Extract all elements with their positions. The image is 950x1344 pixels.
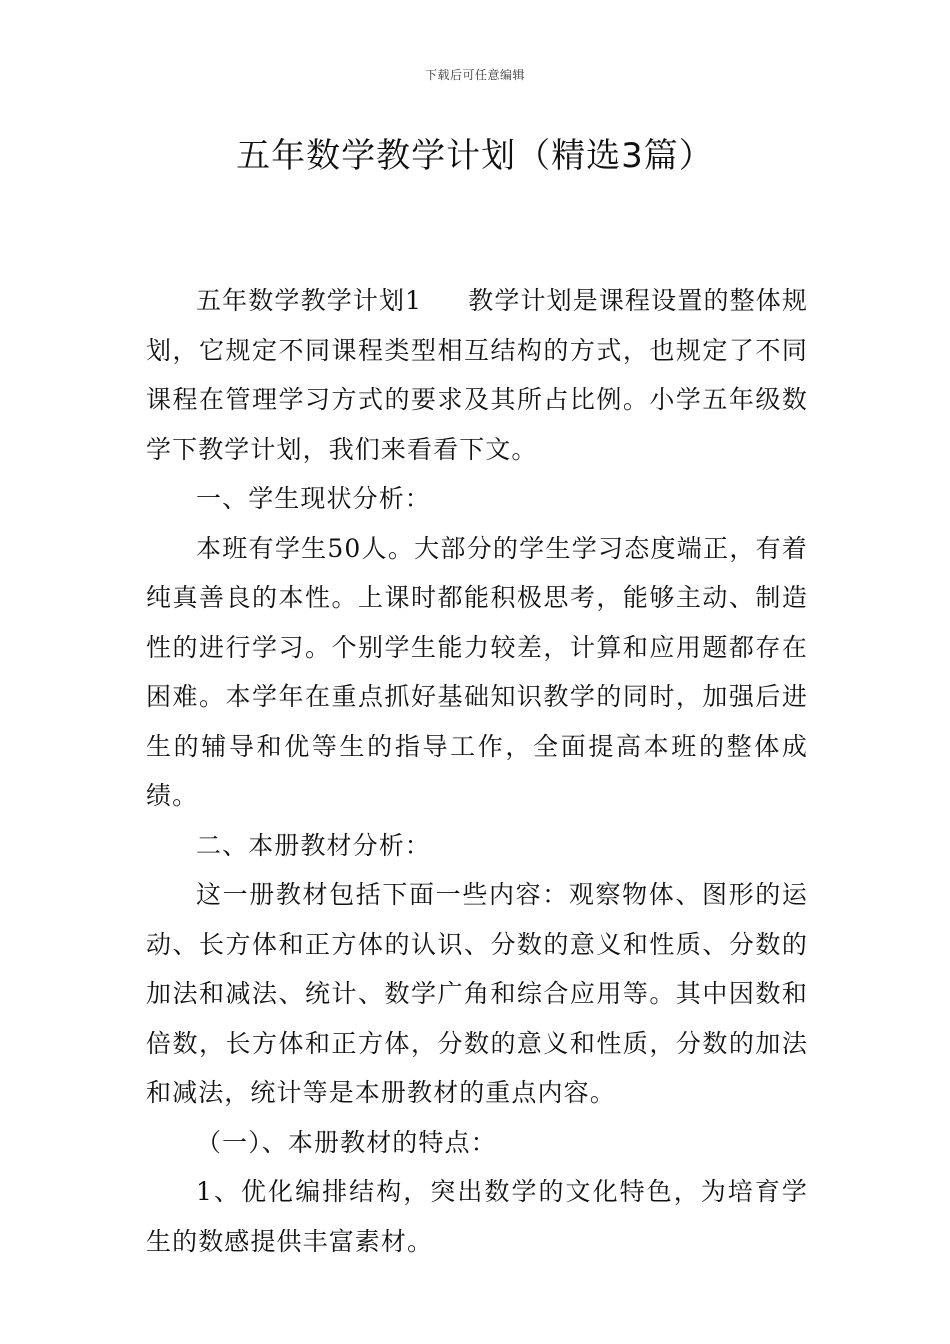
- document-title: 五年数学教学计划（精选3篇）: [236, 136, 714, 176]
- intro-lead: 五年数学教学计划1: [196, 286, 423, 315]
- intro-text: 教学计划是课程设置的整体规划，它规定不同课程类型相互结构的方式，也规定了不同课程在管理学习方式的要求及其所占比例。小学五年级数学下教学计划，我们来看看下文。: [146, 286, 808, 464]
- paragraph-textbook-analysis: 这一册教材包括下面一些内容：观察物体、图形的运动、长方体和正方体的认识、分数的意义和性质、分数的加法和减法、统计、数学广角和综合应用等。其中因数和倍数，长方体和正方体，分数的意义和性质，分数的加法和减法，统计等是本册教材的重点内容。: [146, 880, 808, 1107]
- section-heading-textbook-analysis: 二、本册教材分析：: [196, 830, 431, 860]
- intro-paragraph: [146, 276, 808, 474]
- section-heading-student-analysis: 一、学生现状分析：: [196, 484, 431, 513]
- header-note: 下载后可任意编辑: [424, 68, 525, 82]
- paragraph-feature-1: 1、优化编排结构，突出数学的文化特色，为培育学生的数感提供丰富素材。: [146, 1177, 808, 1256]
- section-heading-textbook-features: （一）、本册教材的特点：: [196, 1127, 497, 1157]
- document-body: [146, 276, 808, 1266]
- paragraph-student-analysis: 本班有学生50人。大部分的学生学习态度端正，有着纯真善良的本性。上课时都能积极思考，能够主动、制造性的进行学习。个别学生能力较差，计算和应用题都存在困难。本学年在重点抓好基础知识教学的同时，加强后进生的辅导和优等生的指导工作，全面提高本班的整体成绩。: [146, 533, 808, 810]
